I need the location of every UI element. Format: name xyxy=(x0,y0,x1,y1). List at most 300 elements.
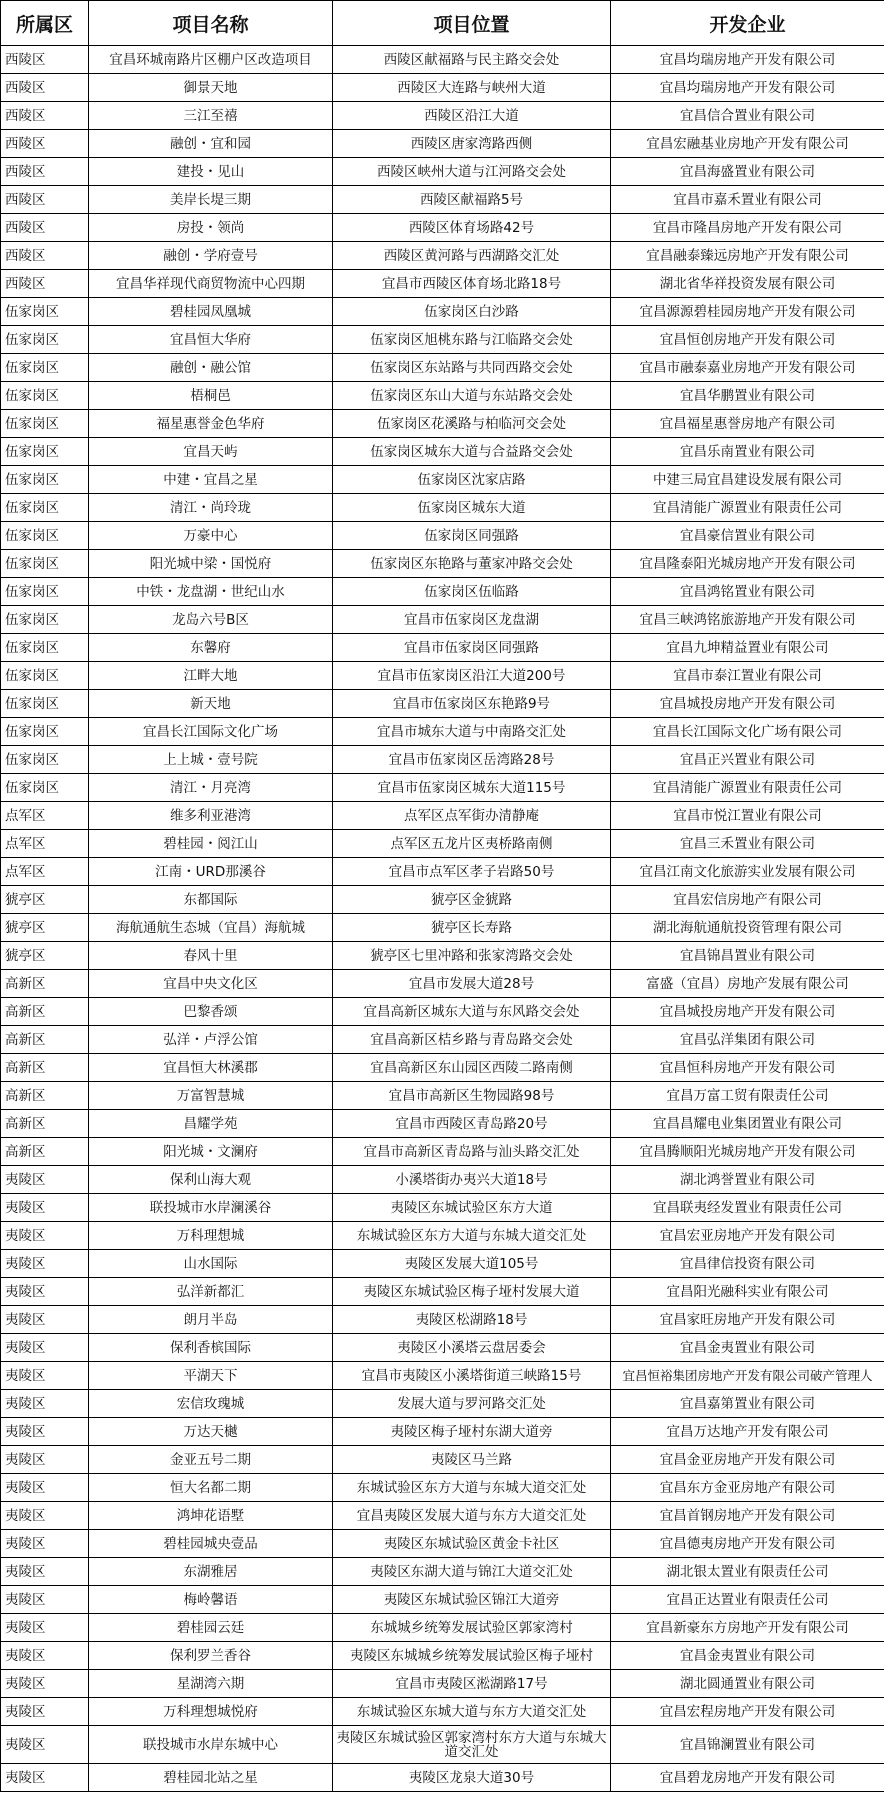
cell-project-name: 山水国际 xyxy=(89,1250,333,1278)
table-row xyxy=(1,494,884,522)
cell-location: 宜昌市伍家岗区东艳路9号 xyxy=(333,690,611,718)
cell-developer: 宜昌信合置业有限公司 xyxy=(611,102,884,130)
cell-district: 伍家岗区 xyxy=(1,578,89,606)
cell-project-name: 万富智慧城 xyxy=(89,1082,333,1110)
cell-project-name: 宜昌中央文化区 xyxy=(89,970,333,998)
cell-project-name: 万科理想城悦府 xyxy=(89,1698,333,1726)
cell-project-name: 联投城市水岸澜溪谷 xyxy=(89,1194,333,1222)
cell-location: 宜昌市发展大道28号 xyxy=(333,970,611,998)
cell-project-name: 江畔大地 xyxy=(89,662,333,690)
cell-district: 夷陵区 xyxy=(1,1278,89,1306)
table-row xyxy=(1,718,884,746)
cell-project-name: 阳光城中梁・国悦府 xyxy=(89,550,333,578)
cell-project-name: 融创・学府壹号 xyxy=(89,242,333,270)
cell-district: 西陵区 xyxy=(1,214,89,242)
cell-developer: 富盛（宜昌）房地产发展有限公司 xyxy=(611,970,884,998)
table-row xyxy=(1,690,884,718)
cell-district: 伍家岗区 xyxy=(1,466,89,494)
cell-project-name: 清江・尚玲珑 xyxy=(89,494,333,522)
cell-developer: 宜昌家旺房地产开发有限公司 xyxy=(611,1306,884,1334)
cell-developer: 宜昌万富工贸有限责任公司 xyxy=(611,1082,884,1110)
cell-project-name: 碧桂园北站之星 xyxy=(89,1764,333,1792)
table-row xyxy=(1,410,884,438)
cell-location: 夷陵区东城试验区锦江大道旁 xyxy=(333,1586,611,1614)
cell-location: 夷陵区梅子垭村东湖大道旁 xyxy=(333,1418,611,1446)
cell-developer: 宜昌江南文化旅游实业发展有限公司 xyxy=(611,858,884,886)
cell-district: 点军区 xyxy=(1,830,89,858)
table-row xyxy=(1,1670,884,1698)
cell-project-name: 江南・URD那溪谷 xyxy=(89,858,333,886)
cell-district: 夷陵区 xyxy=(1,1614,89,1642)
cell-district: 高新区 xyxy=(1,1082,89,1110)
cell-district: 夷陵区 xyxy=(1,1446,89,1474)
cell-location: 西陵区献福路5号 xyxy=(333,186,611,214)
cell-location: 宜昌高新区东山园区西陵二路南侧 xyxy=(333,1054,611,1082)
cell-district: 伍家岗区 xyxy=(1,606,89,634)
cell-district: 西陵区 xyxy=(1,102,89,130)
cell-district: 伍家岗区 xyxy=(1,746,89,774)
cell-project-name: 三江至禧 xyxy=(89,102,333,130)
cell-district: 伍家岗区 xyxy=(1,410,89,438)
cell-location: 伍家岗区白沙路 xyxy=(333,298,611,326)
cell-location: 宜昌市伍家岗区城东大道115号 xyxy=(333,774,611,802)
cell-project-name: 清江・月亮湾 xyxy=(89,774,333,802)
cell-district: 夷陵区 xyxy=(1,1250,89,1278)
header-district: 所属区 xyxy=(1,1,89,46)
cell-district: 猇亭区 xyxy=(1,914,89,942)
cell-developer: 宜昌正达置业有限责任公司 xyxy=(611,1586,884,1614)
cell-district: 夷陵区 xyxy=(1,1670,89,1698)
cell-district: 伍家岗区 xyxy=(1,298,89,326)
table-row xyxy=(1,270,884,298)
cell-location: 西陵区峡州大道与江河路交会处 xyxy=(333,158,611,186)
header-location: 项目位置 xyxy=(333,1,611,46)
cell-developer: 宜昌豪信置业有限公司 xyxy=(611,522,884,550)
cell-district: 西陵区 xyxy=(1,158,89,186)
cell-district: 夷陵区 xyxy=(1,1726,89,1764)
cell-district: 夷陵区 xyxy=(1,1474,89,1502)
cell-developer: 宜昌德夷房地产开发有限公司 xyxy=(611,1530,884,1558)
cell-project-name: 美岸长堤三期 xyxy=(89,186,333,214)
cell-developer: 宜昌宏信房地产有限公司 xyxy=(611,886,884,914)
cell-location: 宜昌夷陵区发展大道与东方大道交汇处 xyxy=(333,1502,611,1530)
cell-project-name: 东都国际 xyxy=(89,886,333,914)
cell-district: 夷陵区 xyxy=(1,1222,89,1250)
cell-district: 西陵区 xyxy=(1,130,89,158)
cell-location: 西陵区体育场路42号 xyxy=(333,214,611,242)
table-row xyxy=(1,774,884,802)
cell-district: 伍家岗区 xyxy=(1,718,89,746)
cell-project-name: 朗月半岛 xyxy=(89,1306,333,1334)
cell-developer: 宜昌恒裕集团房地产开发有限公司破产管理人 xyxy=(611,1362,884,1390)
cell-district: 猇亭区 xyxy=(1,942,89,970)
cell-location: 伍家岗区东站路与共同西路交会处 xyxy=(333,354,611,382)
cell-district: 夷陵区 xyxy=(1,1166,89,1194)
cell-developer: 宜昌锦澜置业有限公司 xyxy=(611,1726,884,1764)
table-row xyxy=(1,1334,884,1362)
cell-developer: 宜昌隆泰阳光城房地产开发有限公司 xyxy=(611,550,884,578)
cell-district: 西陵区 xyxy=(1,242,89,270)
cell-project-name: 东馨府 xyxy=(89,634,333,662)
table-row xyxy=(1,1026,884,1054)
cell-location: 伍家岗区花溪路与柏临河交会处 xyxy=(333,410,611,438)
cell-location: 宜昌市夷陵区淞湖路17号 xyxy=(333,1670,611,1698)
cell-location: 宜昌市点军区孝子岩路50号 xyxy=(333,858,611,886)
table-row xyxy=(1,1390,884,1418)
cell-district: 伍家岗区 xyxy=(1,774,89,802)
cell-project-name: 宜昌天屿 xyxy=(89,438,333,466)
table-row xyxy=(1,970,884,998)
cell-developer: 宜昌宏融基业房地产开发有限公司 xyxy=(611,130,884,158)
table-row xyxy=(1,1586,884,1614)
cell-district: 伍家岗区 xyxy=(1,522,89,550)
cell-district: 夷陵区 xyxy=(1,1558,89,1586)
table-row xyxy=(1,1250,884,1278)
cell-district: 伍家岗区 xyxy=(1,634,89,662)
cell-developer: 宜昌宏程房地产开发有限公司 xyxy=(611,1698,884,1726)
table-row xyxy=(1,1502,884,1530)
cell-developer: 宜昌正兴置业有限公司 xyxy=(611,746,884,774)
table-row xyxy=(1,1726,884,1764)
cell-developer: 宜昌嘉第置业有限公司 xyxy=(611,1390,884,1418)
cell-location: 伍家岗区沈家店路 xyxy=(333,466,611,494)
table-row xyxy=(1,1614,884,1642)
cell-project-name: 御景天地 xyxy=(89,74,333,102)
cell-developer: 湖北省华祥投资发展有限公司 xyxy=(611,270,884,298)
cell-district: 西陵区 xyxy=(1,46,89,74)
cell-location: 伍家岗区城东大道与合益路交会处 xyxy=(333,438,611,466)
cell-district: 西陵区 xyxy=(1,270,89,298)
table-row xyxy=(1,74,884,102)
table-row xyxy=(1,1642,884,1670)
cell-district: 夷陵区 xyxy=(1,1334,89,1362)
cell-developer: 宜昌联夷经发置业有限责任公司 xyxy=(611,1194,884,1222)
header-project-name: 项目名称 xyxy=(89,1,333,46)
table-row xyxy=(1,102,884,130)
cell-project-name: 新天地 xyxy=(89,690,333,718)
cell-project-name: 巴黎香颂 xyxy=(89,998,333,1026)
cell-developer: 宜昌海盛置业有限公司 xyxy=(611,158,884,186)
table-row xyxy=(1,298,884,326)
cell-project-name: 保利罗兰香谷 xyxy=(89,1642,333,1670)
cell-developer: 宜昌华鹏置业有限公司 xyxy=(611,382,884,410)
cell-developer: 宜昌市隆昌房地产开发有限公司 xyxy=(611,214,884,242)
cell-district: 猇亭区 xyxy=(1,886,89,914)
table-row xyxy=(1,158,884,186)
cell-location: 东城试验区东方大道与东城大道交汇处 xyxy=(333,1222,611,1250)
cell-location: 猇亭区七里冲路和张家湾路交会处 xyxy=(333,942,611,970)
cell-location: 夷陵区东城城乡统筹发展试验区梅子垭村 xyxy=(333,1642,611,1670)
table-row xyxy=(1,1306,884,1334)
cell-location: 西陵区黄河路与西湖路交汇处 xyxy=(333,242,611,270)
cell-developer: 宜昌城投房地产开发有限公司 xyxy=(611,690,884,718)
table-row xyxy=(1,522,884,550)
cell-district: 伍家岗区 xyxy=(1,690,89,718)
cell-location: 伍家岗区旭桃东路与江临路交会处 xyxy=(333,326,611,354)
cell-developer: 宜昌金夷置业有限公司 xyxy=(611,1642,884,1670)
cell-project-name: 平湖天下 xyxy=(89,1362,333,1390)
table-row xyxy=(1,1082,884,1110)
cell-location: 伍家岗区伍临路 xyxy=(333,578,611,606)
cell-district: 夷陵区 xyxy=(1,1502,89,1530)
cell-developer: 宜昌万达地产开发有限公司 xyxy=(611,1418,884,1446)
cell-location: 东城试验区东方大道与东城大道交汇处 xyxy=(333,1474,611,1502)
cell-developer: 湖北圆通置业有限公司 xyxy=(611,1670,884,1698)
cell-project-name: 融创・融公馆 xyxy=(89,354,333,382)
cell-developer: 湖北银太置业有限责任公司 xyxy=(611,1558,884,1586)
cell-developer: 宜昌均瑞房地产开发有限公司 xyxy=(611,74,884,102)
cell-district: 夷陵区 xyxy=(1,1390,89,1418)
cell-district: 伍家岗区 xyxy=(1,438,89,466)
cell-district: 夷陵区 xyxy=(1,1586,89,1614)
cell-district: 高新区 xyxy=(1,1054,89,1082)
cell-location: 小溪塔街办夷兴大道18号 xyxy=(333,1166,611,1194)
cell-district: 西陵区 xyxy=(1,74,89,102)
cell-location: 宜昌市夷陵区小溪塔街道三峡路15号 xyxy=(333,1362,611,1390)
cell-district: 夷陵区 xyxy=(1,1698,89,1726)
cell-location: 东城试验区东城大道与东方大道交汇处 xyxy=(333,1698,611,1726)
table-row xyxy=(1,662,884,690)
cell-location: 宜昌市西陵区青岛路20号 xyxy=(333,1110,611,1138)
table-row xyxy=(1,1558,884,1586)
table-row xyxy=(1,466,884,494)
cell-location: 西陵区唐家湾路西侧 xyxy=(333,130,611,158)
cell-location: 伍家岗区城东大道 xyxy=(333,494,611,522)
cell-location: 伍家岗区同强路 xyxy=(333,522,611,550)
table-row xyxy=(1,1054,884,1082)
cell-location: 宜昌市伍家岗区同强路 xyxy=(333,634,611,662)
cell-project-name: 昌耀学苑 xyxy=(89,1110,333,1138)
cell-project-name: 万豪中心 xyxy=(89,522,333,550)
cell-developer: 宜昌长江国际文化广场有限公司 xyxy=(611,718,884,746)
cell-location: 夷陵区东城试验区梅子垭村发展大道 xyxy=(333,1278,611,1306)
table-row xyxy=(1,634,884,662)
cell-location: 宜昌市西陵区体育场北路18号 xyxy=(333,270,611,298)
table-row xyxy=(1,606,884,634)
cell-location: 伍家岗区东山大道与东站路交会处 xyxy=(333,382,611,410)
table-row xyxy=(1,186,884,214)
cell-location: 猇亭区金猇路 xyxy=(333,886,611,914)
table-row xyxy=(1,914,884,942)
cell-district: 点军区 xyxy=(1,802,89,830)
cell-developer: 宜昌碧龙房地产开发有限公司 xyxy=(611,1764,884,1792)
cell-location: 夷陵区龙泉大道30号 xyxy=(333,1764,611,1792)
table-row xyxy=(1,1222,884,1250)
cell-project-name: 福星惠誉金色华府 xyxy=(89,410,333,438)
cell-developer: 宜昌律信投资有限公司 xyxy=(611,1250,884,1278)
cell-developer: 宜昌源源碧桂园房地产开发有限公司 xyxy=(611,298,884,326)
cell-developer: 宜昌东方金亚房地产有限公司 xyxy=(611,1474,884,1502)
cell-district: 伍家岗区 xyxy=(1,662,89,690)
cell-location: 宜昌高新区城东大道与东风路交会处 xyxy=(333,998,611,1026)
cell-developer: 宜昌首钢房地产开发有限公司 xyxy=(611,1502,884,1530)
table-row xyxy=(1,998,884,1026)
cell-location: 西陵区沿江大道 xyxy=(333,102,611,130)
table-row xyxy=(1,214,884,242)
cell-project-name: 金亚五号二期 xyxy=(89,1446,333,1474)
cell-developer: 湖北海航通航投资管理有限公司 xyxy=(611,914,884,942)
cell-project-name: 鸿坤花语墅 xyxy=(89,1502,333,1530)
cell-project-name: 万达天樾 xyxy=(89,1418,333,1446)
cell-developer: 宜昌三禾置业有限公司 xyxy=(611,830,884,858)
table-row xyxy=(1,46,884,74)
cell-developer: 宜昌弘洋集团有限公司 xyxy=(611,1026,884,1054)
cell-district: 伍家岗区 xyxy=(1,354,89,382)
cell-project-name: 星湖湾六期 xyxy=(89,1670,333,1698)
table-row xyxy=(1,1138,884,1166)
table-row xyxy=(1,1166,884,1194)
cell-district: 高新区 xyxy=(1,998,89,1026)
table-row xyxy=(1,1194,884,1222)
cell-project-name: 梅岭馨语 xyxy=(89,1586,333,1614)
table-row xyxy=(1,746,884,774)
cell-project-name: 碧桂园・阅江山 xyxy=(89,830,333,858)
cell-district: 点军区 xyxy=(1,858,89,886)
cell-location: 宜昌市伍家岗区岳湾路28号 xyxy=(333,746,611,774)
cell-location: 夷陵区东城试验区郭家湾村东方大道与东城大道交汇处 xyxy=(333,1726,611,1764)
table-row xyxy=(1,1698,884,1726)
cell-project-name: 宜昌环城南路片区棚户区改造项目 xyxy=(89,46,333,74)
cell-developer: 宜昌清能广源置业有限责任公司 xyxy=(611,494,884,522)
cell-developer: 宜昌市泰江置业有限公司 xyxy=(611,662,884,690)
cell-project-name: 龙岛六号B区 xyxy=(89,606,333,634)
table-row xyxy=(1,130,884,158)
cell-project-name: 碧桂园城央壹品 xyxy=(89,1530,333,1558)
table-row xyxy=(1,1530,884,1558)
cell-district: 高新区 xyxy=(1,1138,89,1166)
cell-project-name: 宜昌华祥现代商贸物流中心四期 xyxy=(89,270,333,298)
table-row xyxy=(1,1110,884,1138)
table-row xyxy=(1,1764,884,1792)
cell-developer: 宜昌均瑞房地产开发有限公司 xyxy=(611,46,884,74)
cell-developer: 宜昌锦昌置业有限公司 xyxy=(611,942,884,970)
cell-project-name: 弘洋・卢浮公馆 xyxy=(89,1026,333,1054)
table-row xyxy=(1,326,884,354)
cell-district: 伍家岗区 xyxy=(1,382,89,410)
cell-location: 宜昌市伍家岗区龙盘湖 xyxy=(333,606,611,634)
cell-project-name: 万科理想城 xyxy=(89,1222,333,1250)
table-row xyxy=(1,858,884,886)
cell-developer: 宜昌乐南置业有限公司 xyxy=(611,438,884,466)
cell-project-name: 梧桐邑 xyxy=(89,382,333,410)
cell-project-name: 宏信玫瑰城 xyxy=(89,1390,333,1418)
cell-project-name: 上上城・壹号院 xyxy=(89,746,333,774)
table-row xyxy=(1,802,884,830)
cell-location: 夷陵区松湖路18号 xyxy=(333,1306,611,1334)
table-row xyxy=(1,1446,884,1474)
cell-district: 高新区 xyxy=(1,970,89,998)
cell-location: 东城城乡统筹发展试验区郭家湾村 xyxy=(333,1614,611,1642)
cell-developer: 宜昌城投房地产开发有限公司 xyxy=(611,998,884,1026)
cell-location: 点军区五龙片区夷桥路南侧 xyxy=(333,830,611,858)
cell-project-name: 东湖雅居 xyxy=(89,1558,333,1586)
table-row xyxy=(1,942,884,970)
cell-district: 伍家岗区 xyxy=(1,326,89,354)
cell-project-name: 碧桂园云廷 xyxy=(89,1614,333,1642)
cell-location: 宜昌市伍家岗区沿江大道200号 xyxy=(333,662,611,690)
table-row xyxy=(1,1278,884,1306)
table-row xyxy=(1,354,884,382)
table-row xyxy=(1,830,884,858)
cell-project-name: 宜昌恒大林溪郡 xyxy=(89,1054,333,1082)
cell-project-name: 中建・宜昌之星 xyxy=(89,466,333,494)
cell-location: 西陵区大连路与峡州大道 xyxy=(333,74,611,102)
cell-district: 伍家岗区 xyxy=(1,550,89,578)
cell-district: 夷陵区 xyxy=(1,1418,89,1446)
cell-project-name: 联投城市水岸东城中心 xyxy=(89,1726,333,1764)
cell-project-name: 宜昌恒大华府 xyxy=(89,326,333,354)
cell-project-name: 中铁・龙盘湖・世纪山水 xyxy=(89,578,333,606)
cell-location: 伍家岗区东艳路与董家冲路交会处 xyxy=(333,550,611,578)
table-body xyxy=(1,46,884,1792)
cell-project-name: 建投・见山 xyxy=(89,158,333,186)
cell-project-name: 维多利亚港湾 xyxy=(89,802,333,830)
cell-location: 夷陵区小溪塔云盘居委会 xyxy=(333,1334,611,1362)
table-row xyxy=(1,886,884,914)
cell-developer: 宜昌市悦江置业有限公司 xyxy=(611,802,884,830)
cell-location: 夷陵区发展大道105号 xyxy=(333,1250,611,1278)
cell-location: 夷陵区马兰路 xyxy=(333,1446,611,1474)
cell-district: 西陵区 xyxy=(1,186,89,214)
cell-developer: 宜昌市融泰嘉业房地产开发有限公司 xyxy=(611,354,884,382)
cell-district: 夷陵区 xyxy=(1,1362,89,1390)
cell-developer: 宜昌三峡鸿铭旅游地产开发有限公司 xyxy=(611,606,884,634)
cell-developer: 宜昌昌耀电业集团置业有限公司 xyxy=(611,1110,884,1138)
table-row xyxy=(1,1474,884,1502)
cell-project-name: 海航通航生态城（宜昌）海航城 xyxy=(89,914,333,942)
table-row xyxy=(1,1362,884,1390)
cell-location: 宜昌高新区桔乡路与青岛路交会处 xyxy=(333,1026,611,1054)
cell-project-name: 融创・宜和园 xyxy=(89,130,333,158)
cell-developer: 宜昌金夷置业有限公司 xyxy=(611,1334,884,1362)
cell-location: 宜昌市城东大道与中南路交汇处 xyxy=(333,718,611,746)
cell-project-name: 春风十里 xyxy=(89,942,333,970)
cell-developer: 宜昌清能广源置业有限责任公司 xyxy=(611,774,884,802)
cell-developer: 宜昌腾顺阳光城房地产开发有限公司 xyxy=(611,1138,884,1166)
cell-project-name: 阳光城・文澜府 xyxy=(89,1138,333,1166)
cell-project-name: 恒大名都二期 xyxy=(89,1474,333,1502)
cell-district: 伍家岗区 xyxy=(1,494,89,522)
table-row xyxy=(1,550,884,578)
table-row xyxy=(1,242,884,270)
header-developer: 开发企业 xyxy=(611,1,884,46)
cell-developer: 湖北鸿誉置业有限公司 xyxy=(611,1166,884,1194)
cell-developer: 宜昌鸿铭置业有限公司 xyxy=(611,578,884,606)
cell-location: 宜昌市高新区青岛路与汕头路交汇处 xyxy=(333,1138,611,1166)
cell-developer: 宜昌融泰臻远房地产开发有限公司 xyxy=(611,242,884,270)
cell-district: 夷陵区 xyxy=(1,1642,89,1670)
cell-project-name: 弘洋新都汇 xyxy=(89,1278,333,1306)
cell-district: 高新区 xyxy=(1,1110,89,1138)
cell-developer: 宜昌福星惠誉房地产有限公司 xyxy=(611,410,884,438)
cell-project-name: 房投・领尚 xyxy=(89,214,333,242)
cell-location: 夷陵区东城试验区黄金卡社区 xyxy=(333,1530,611,1558)
cell-district: 夷陵区 xyxy=(1,1306,89,1334)
cell-developer: 中建三局宜昌建设发展有限公司 xyxy=(611,466,884,494)
cell-location: 发展大道与罗河路交汇处 xyxy=(333,1390,611,1418)
cell-location: 宜昌市高新区生物园路98号 xyxy=(333,1082,611,1110)
cell-project-name: 碧桂园凤凰城 xyxy=(89,298,333,326)
cell-developer: 宜昌宏亚房地产开发有限公司 xyxy=(611,1222,884,1250)
cell-location: 西陵区献福路与民主路交会处 xyxy=(333,46,611,74)
cell-location: 夷陵区东湖大道与锦江大道交汇处 xyxy=(333,1558,611,1586)
cell-developer: 宜昌恒科房地产开发有限公司 xyxy=(611,1054,884,1082)
cell-location: 点军区点军街办清静庵 xyxy=(333,802,611,830)
cell-developer: 宜昌新豪东方房地产开发有限公司 xyxy=(611,1614,884,1642)
cell-location: 夷陵区东城试验区东方大道 xyxy=(333,1194,611,1222)
cell-project-name: 保利香槟国际 xyxy=(89,1334,333,1362)
table-row xyxy=(1,382,884,410)
